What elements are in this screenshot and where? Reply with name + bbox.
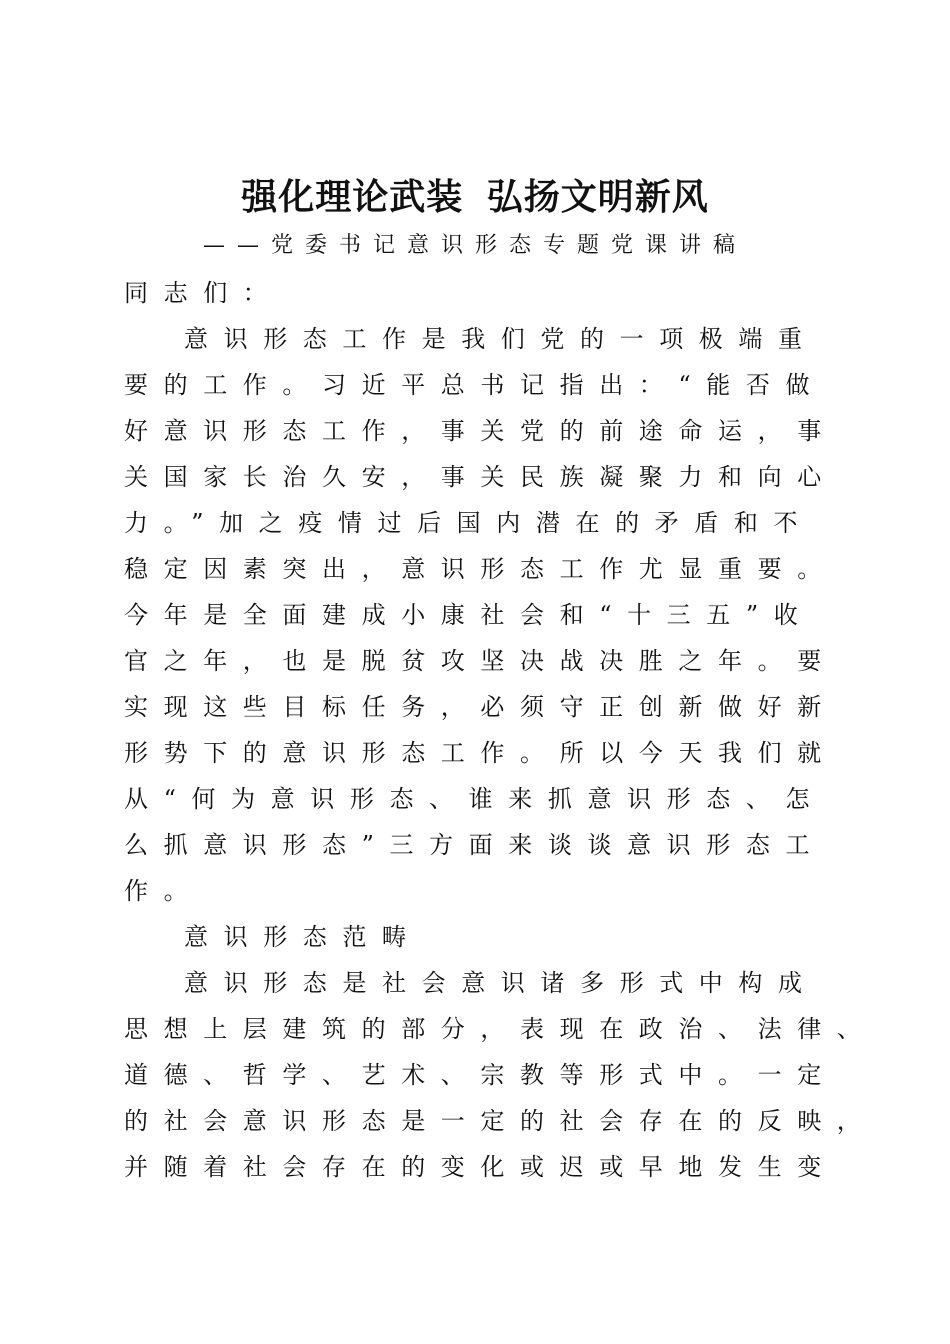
paragraph-line: 实现这些目标任务，必须守正创新做好新 (124, 693, 837, 721)
document-title: 强化理论武装 弘扬文明新风 (241, 177, 709, 218)
salutation: 同志们： (124, 279, 283, 307)
paragraph-line: 道德、哲学、艺术、宗教等形式中。一定 (124, 1061, 837, 1089)
document-subtitle: ——党委书记意识形态专题党课讲稿 (202, 233, 747, 258)
paragraph-line: 么抓意识形态”三方面来谈谈意识形态工 (124, 831, 826, 859)
paragraph-line: 形势下的意识形态工作。所以今天我们就 (124, 739, 837, 767)
paragraph-line: 稳定因素突出，意识形态工作尤显重要。 (124, 555, 837, 583)
paragraph-line: 作。 (124, 877, 204, 905)
section-heading: 意识形态范畴 (184, 923, 422, 951)
paragraph-line: 从“何为意识形态、谁来抓意识形态、怎 (124, 785, 826, 813)
paragraph-line: 今年是全面建成小康社会和“十三五”收 (124, 601, 814, 629)
paragraph-line: 力。”加之疫情过后国内潜在的矛盾和不 (124, 509, 814, 537)
paragraph-line: 的社会意识形态是一定的社会存在的反映， (124, 1107, 877, 1135)
paragraph-line: 要的工作。习近平总书记指出：“能否做 (124, 371, 826, 399)
paragraph-line: 意识形态工作是我们党的一项极端重 (184, 325, 818, 353)
document-body (124, 270, 877, 1190)
paragraph-line: 官之年，也是脱贫攻坚决战决胜之年。要 (124, 647, 837, 675)
paragraph-line: 好意识形态工作，事关党的前途命运，事 (124, 417, 837, 445)
paragraph-line: 并随着社会存在的变化或迟或早地发生变 (124, 1153, 837, 1181)
paragraph-line: 意识形态是社会意识诸多形式中构成 (184, 969, 818, 997)
paragraph-line: 思想上层建筑的部分，表现在政治、法律、 (124, 1015, 877, 1043)
paragraph-line: 关国家长治久安，事关民族凝聚力和向心 (124, 463, 837, 491)
